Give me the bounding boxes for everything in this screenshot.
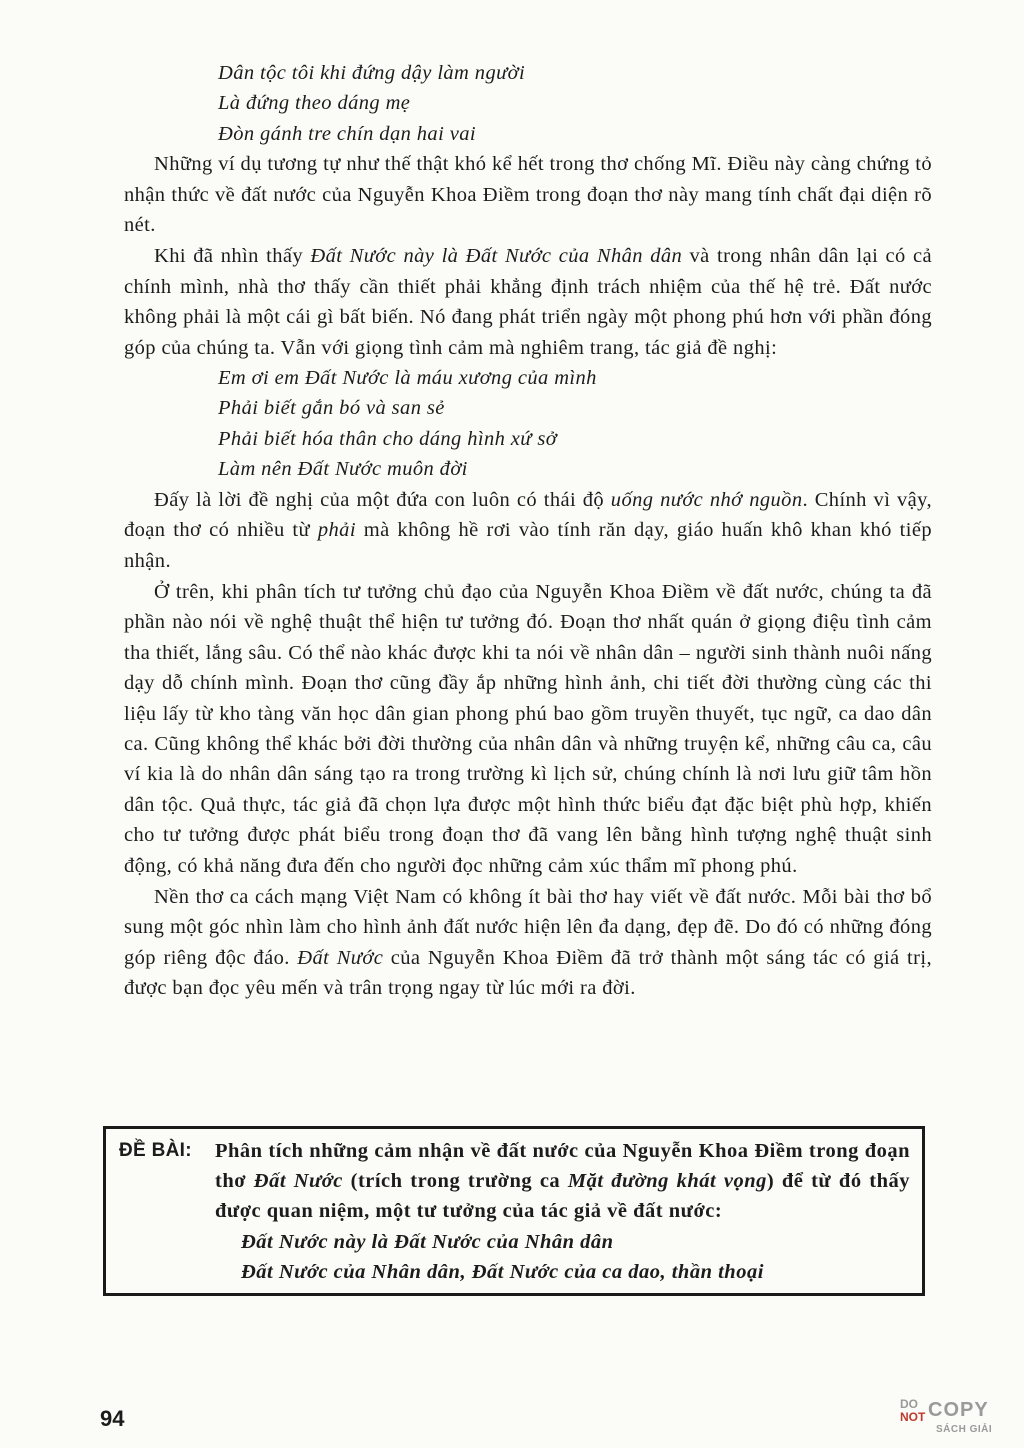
poem-line: Dân tộc tôi khi đứng dậy làm người [218,62,526,84]
verse-line: Đất Nước của Nhân dân, Đất Nước của ca dao, thần thoại [241,1260,764,1283]
watermark-logo [900,1398,1008,1442]
paragraph-2 [124,241,932,363]
italic-title: Mặt đường khát vọng [567,1170,767,1193]
poem-line: Em ơi em Đất Nước là máu xương của mình [218,367,597,390]
poem-line: Phải biết gắn bó và san sẻ [218,397,445,420]
paragraph-4: Ở trên, khi phân tích tư tưởng chủ đạo của Nguyễn Khoa Điềm về đất nước, chúng ta đã phần nào nói về nghệ thuật thể hiện tư tưởng đó. Đoạn thơ nhất quán ở giọng điệu tình cảm tha thiết, lắng sâu. Có thể nào khác được khi ta nói về nhân dân – người sinh thành nuôi nấng dạy dỗ chính mình. Đoạn thơ cũng đầy ắp những hình ảnh, chi tiết đời thường cùng các thi liệu lấy từ kho tàng văn học dân gian phong phú bao gồm truyền thuyết, tục ngữ, ca dao dân ca. Cũng không thể khác bởi đời thường của nhân dân và những truyện kể, những câu ca, câu ví kia là do nhân dân sáng tạo ra trong trường kì lịch sử, chúng chính là nơi lưu giữ tâm hồn dân tộc. Quả thực, tác giả đã chọn lựa được một hình thức biểu đạt đặc biệt phù hợp, khiến cho tư tưởng được phát biểu trong đoạn thơ đã vang lên bằng hình tượng nghệ thuật sinh động, có khả năng đưa đến cho người đọc những cảm xúc thẩm mĩ phong phú. [124,580,932,877]
italic-title: Đất Nước [253,1170,343,1193]
assignment-text-part: (trích trong trường ca [342,1170,568,1193]
paragraph-1: Những ví dụ tương tự như thế thật khó kể hết trong thơ chống Mĩ. Điều này càng chứng tỏ nhận thức về đất nước của Nguyễn Khoa Điềm trong đoạn thơ này mang tính chất đại diện rõ nét. [124,153,932,237]
assignment-text-part: Phân tích những cảm nhận về đất nước của Nguyễn Khoa Điềm trong đoạn thơ [215,1140,910,1193]
assignment-row [119,1136,910,1227]
italic-word: phải [317,519,356,542]
watermark-brand: SÁCH GIẢI [936,1424,993,1435]
poem-line: Là đứng theo dáng mẹ [218,92,411,115]
verse-line: Đất Nước này là Đất Nước của Nhân dân [241,1230,614,1253]
assignment-label: ĐỀ BÀI: [119,1140,192,1161]
poem-line: Phải biết hóa thân cho dáng hình xứ sở [218,427,558,450]
poem-line: Đòn gánh tre chín dạn hai vai [218,122,476,145]
watermark-do: DO [900,1397,918,1411]
poem-excerpt-1 [124,58,932,149]
assignment-verse [119,1227,910,1287]
assignment-text-part: ) để từ đó thấy được quan niệm, một tư tưởng của tác giả về đất nước: [215,1170,910,1223]
watermark-not: NOT [900,1410,926,1424]
poem-excerpt-2 [124,363,932,485]
paragraph-text: Khi đã nhìn thấy [154,245,311,268]
assignment-box [103,1126,925,1296]
poem-line: Làm nên Đất Nước muôn đời [218,458,468,481]
paragraph-text: Nền thơ ca cách mạng Việt Nam có không ít bài thơ hay viết về đất nước. Mỗi bài thơ bổ sung một góc nhìn làm cho hình ảnh đất nước hiện lên đa dạng, đẹp đẽ. Do đó có những đóng góp riêng độc đáo. [124,885,932,969]
body-text [124,58,932,1004]
assignment-text [215,1136,910,1227]
italic-title: Đất Nước [297,946,384,969]
italic-quote: Đất Nước này là Đất Nước của Nhân dân [310,245,683,268]
paragraph-text: mà không hề rơi vào tính răn dạy, giáo huấn khô khan khó tiếp nhận. [124,519,932,572]
watermark-copy: COPY [928,1399,989,1421]
page-number: 94 [100,1406,125,1431]
paragraph-text: và trong nhân dân lại có cả chính mình, nhà thơ thấy cần thiết phải khẳng định trách nhiệm của thế hệ trẻ. Đất nước không phải là một cái gì bất biến. Nó đang phát triển ngày một phong phú hơn với phần đóng góp của chúng ta. Vẫn với giọng tình cảm mà nghiêm trang, tác giả đề nghị: [124,245,933,359]
paragraph-3 [124,485,932,576]
italic-phrase: uống nước nhớ nguồn [610,488,803,511]
paragraph-text: . Chính vì vậy, đoạn thơ có nhiều từ [124,488,932,542]
paragraph-text: của Nguyễn Khoa Điềm đã trở thành một sáng tác có giá trị, được bạn đọc yêu mến và trân trọng ngay từ lúc mới ra đời. [124,946,932,1000]
paragraph-5 [124,882,932,1004]
paragraph-text: Đấy là lời đề nghị của một đứa con luôn có thái độ [154,488,611,511]
